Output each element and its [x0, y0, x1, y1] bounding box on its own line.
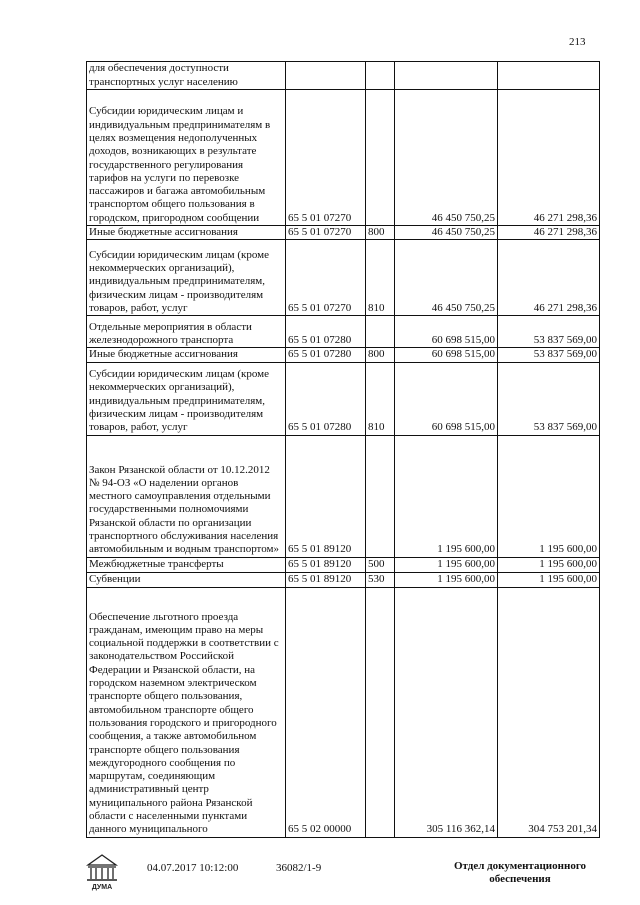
- table-row: [87, 90, 600, 226]
- row-type: 800: [366, 348, 395, 362]
- row-value-2: 1 195 600,00: [498, 557, 600, 572]
- row-name: Иные бюджетные ассигнования: [87, 348, 286, 362]
- table-row: [87, 557, 600, 572]
- row-type: 800: [366, 226, 395, 240]
- row-type: 810: [366, 240, 395, 316]
- table-row: [87, 226, 600, 240]
- footer-department: Отдел документационного обеспечения: [453, 860, 587, 885]
- row-code: 65 5 01 89120: [286, 435, 366, 557]
- row-type: [366, 316, 395, 348]
- row-value-1: 60 698 515,00: [395, 348, 498, 362]
- row-value-1: 60 698 515,00: [395, 362, 498, 435]
- row-type: [366, 90, 395, 226]
- row-type: 500: [366, 557, 395, 572]
- row-name: Субсидии юридическим лицам и индивидуальным предпринимателям в целях возмещения недополученных доходов, возникающих в результате государственного регулирования тарифов на услуги по перевозке пассажиров и багажа автомобильным транспортом общего пользования в городском, пригородном сообщении: [87, 90, 286, 226]
- row-value-2: 46 271 298,36: [498, 90, 600, 226]
- row-type: [366, 62, 395, 90]
- row-code: 65 5 01 89120: [286, 557, 366, 572]
- row-name: Межбюджетные трансферты: [87, 557, 286, 572]
- row-code: 65 5 01 07280: [286, 348, 366, 362]
- row-name: Субвенции: [87, 572, 286, 587]
- table-row: [87, 240, 600, 316]
- row-name: Обеспечение льготного проезда гражданам, имеющим право на меры социальной поддержки в соответствии с законодательством Российской Федерации и Рязанской области, на городском наземном электрическом транспорте общего пользования, автомобильном транспорте общего пользования городского и пригородного сообщения, а также автомобильном транспорте общего пользования междугородного сообщения по маршрутам, соединяющим административный центр муниципального района Рязанской области с населенными пунктами данного муниципального: [87, 587, 286, 837]
- row-value-2: 46 271 298,36: [498, 226, 600, 240]
- row-code: 65 5 01 07280: [286, 362, 366, 435]
- duma-logo-icon: [82, 852, 122, 892]
- row-value-1: 46 450 750,25: [395, 226, 498, 240]
- row-code: 65 5 01 89120: [286, 572, 366, 587]
- row-name: Субсидии юридическим лицам (кроме некоммерческих организаций), индивидуальным предпринимателям, физическим лицам - производителям товаров, работ, услуг: [87, 240, 286, 316]
- row-value-1: 305 116 362,14: [395, 587, 498, 837]
- row-code: 65 5 01 07280: [286, 316, 366, 348]
- footer-date: 04.07.2017 10:12:00: [147, 862, 239, 874]
- row-value-2: 53 837 569,00: [498, 348, 600, 362]
- row-value-2: [498, 62, 600, 90]
- row-value-2: 1 195 600,00: [498, 435, 600, 557]
- row-value-2: 1 195 600,00: [498, 572, 600, 587]
- page-number: 213: [569, 36, 586, 48]
- row-type: [366, 587, 395, 837]
- table-row: [87, 435, 600, 557]
- budget-table: [86, 61, 600, 838]
- row-value-1: 1 195 600,00: [395, 572, 498, 587]
- row-code: 65 5 01 07270: [286, 90, 366, 226]
- row-value-2: 46 271 298,36: [498, 240, 600, 316]
- row-code: [286, 62, 366, 90]
- row-name: Отдельные мероприятия в области железнодорожного транспорта: [87, 316, 286, 348]
- table-row: [87, 62, 600, 90]
- row-name: Субсидии юридическим лицам (кроме некоммерческих организаций), индивидуальным предпринимателям, физическим лицам - производителям товаров, работ, услуг: [87, 362, 286, 435]
- table-row: [87, 348, 600, 362]
- row-code: 65 5 01 07270: [286, 226, 366, 240]
- row-value-1: 46 450 750,25: [395, 240, 498, 316]
- row-code: 65 5 02 00000: [286, 587, 366, 837]
- row-type: 530: [366, 572, 395, 587]
- footer-doc-number: 36082/1-9: [276, 862, 322, 874]
- row-value-2: 53 837 569,00: [498, 316, 600, 348]
- table-row: [87, 316, 600, 348]
- row-name: Закон Рязанской области от 10.12.2012 № 94-ОЗ «О наделении органов местного самоуправления отдельными государственными полномочиями Рязанской области по организации транспортного обслуживания населения автомобильным и водным транспортом»: [87, 435, 286, 557]
- row-value-1: [395, 62, 498, 90]
- table-row: [87, 362, 600, 435]
- table-row: [87, 587, 600, 837]
- row-code: 65 5 01 07270: [286, 240, 366, 316]
- row-type: 810: [366, 362, 395, 435]
- row-value-2: 53 837 569,00: [498, 362, 600, 435]
- row-name: Иные бюджетные ассигнования: [87, 226, 286, 240]
- row-value-1: 1 195 600,00: [395, 435, 498, 557]
- logo-text: ДУМА: [91, 884, 113, 891]
- row-value-1: 46 450 750,25: [395, 90, 498, 226]
- row-name: для обеспечения доступности транспортных услуг населению: [87, 62, 286, 90]
- row-type: [366, 435, 395, 557]
- row-value-2: 304 753 201,34: [498, 587, 600, 837]
- row-value-1: 60 698 515,00: [395, 316, 498, 348]
- table-row: [87, 572, 600, 587]
- row-value-1: 1 195 600,00: [395, 557, 498, 572]
